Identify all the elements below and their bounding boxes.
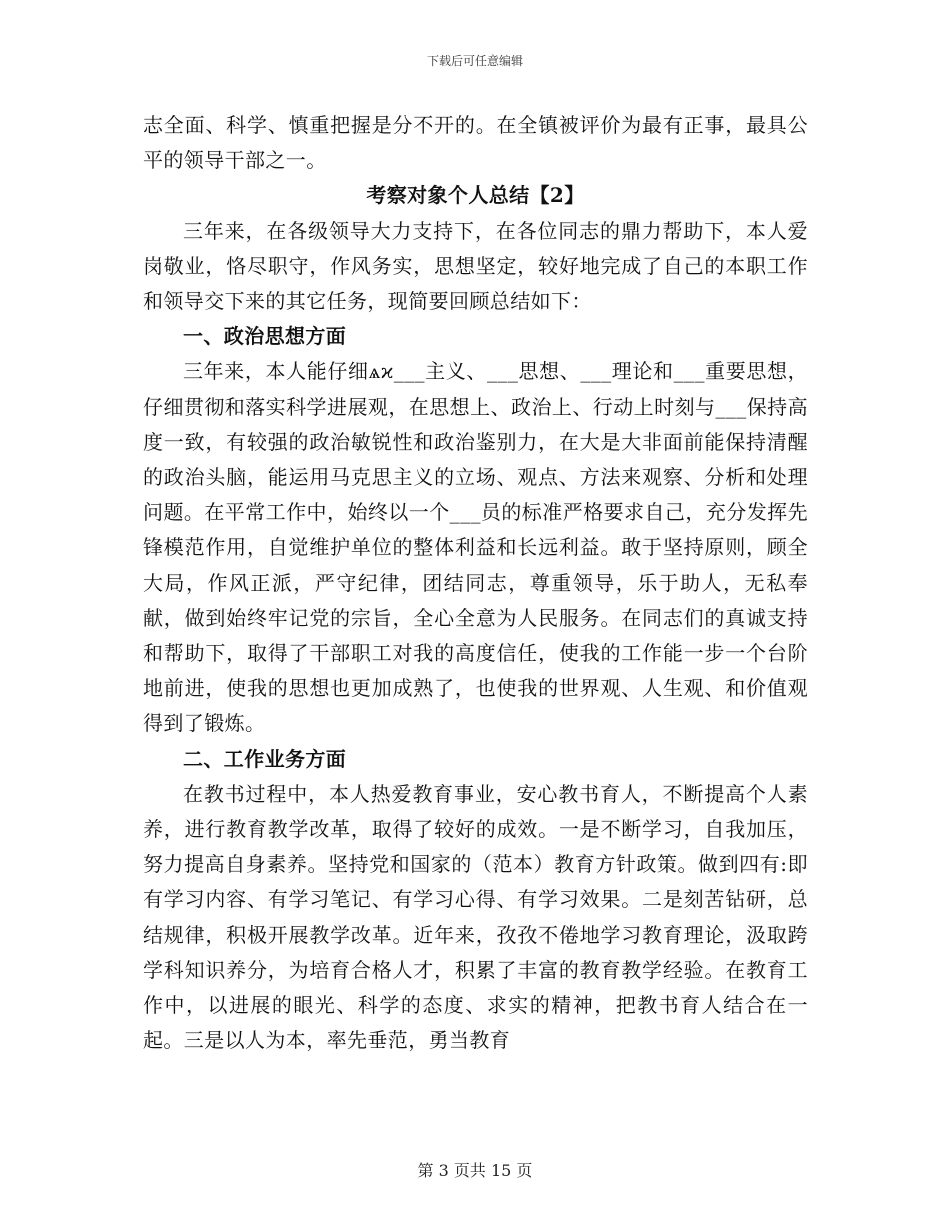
heading-political-thought: 一、政治思想方面 <box>183 324 347 349</box>
page-footer: 第 3 页共 15 页 <box>417 1161 533 1180</box>
work-business-paragraph: 在教书过程中，本人热爱教育事业，安心教书育人，不断提高个人素养，进行教育教学改革，取得了较好的成效。一是不断学习，自我加压，努力提高自身素养。坚持党和国家的（范本）教育方针政策。做到四有:即有学习内容、有学习笔记、有学习心得、有学习效果。二是刻苦钻研，总结规律，积极开展教学改革。近年来，孜孜不倦地学习教育理论，汲取跨学科知识养分，为培育合格人才，积累了丰富的教育教学经验。在教育工作中，以进展的眼光、科学的态度、求实的精神，把教书育人结合在一起。三是以人为本，率先垂范，勇当教育 <box>143 781 808 1053</box>
political-thought-paragraph: 三年来，本人能仔细ѧϰ___主义、___思想、___理论和___重要思想，仔细贯彻和落实科学进展观，在思想上、政治上、行动上时刻与___保持高度一致，有较强的政治敏锐性和政治鉴别力，在大是大非面前能保持清醒的政治头脑，能运用马克思主义的立场、观点、方法来观察、分析和处理问题。在平常工作中，始终以一个___员的标准严格要求自己，充分发挥先锋模范作用，自觉维护单位的整体利益和长远利益。敢于坚持原则，顾全大局，作风正派，严守纪律，团结同志，尊重领导，乐于助人，无私奉献，做到始终牢记党的宗旨，全心全意为人民服务。在同志们的真诚支持和帮助下，取得了干部职工对我的高度信任，使我的工作能一步一个台阶地前进，使我的思想也更加成熟了，也使我的世界观、人生观、和价值观得到了锻炼。 <box>143 359 808 736</box>
page-header: 下载后可任意编辑 <box>426 54 523 68</box>
heading-work-business: 二、工作业务方面 <box>183 746 347 771</box>
paragraph-continuation: 志全面、科学、慎重把握是分不开的。在全镇被评价为最有正事，最具公平的领导干部之一。 <box>143 113 808 173</box>
intro-paragraph: 三年来，在各级领导大力支持下，在各位同志的鼎力帮助下，本人爱岗敬业，恪尽职守，作风务实，思想坚定，较好地完成了自己的本职工作和领导交下来的其它任务，现简要回顾总结如下： <box>143 218 808 314</box>
section-title: 考察对象个人总结【2】 <box>366 183 585 208</box>
document-body <box>143 108 808 1058</box>
